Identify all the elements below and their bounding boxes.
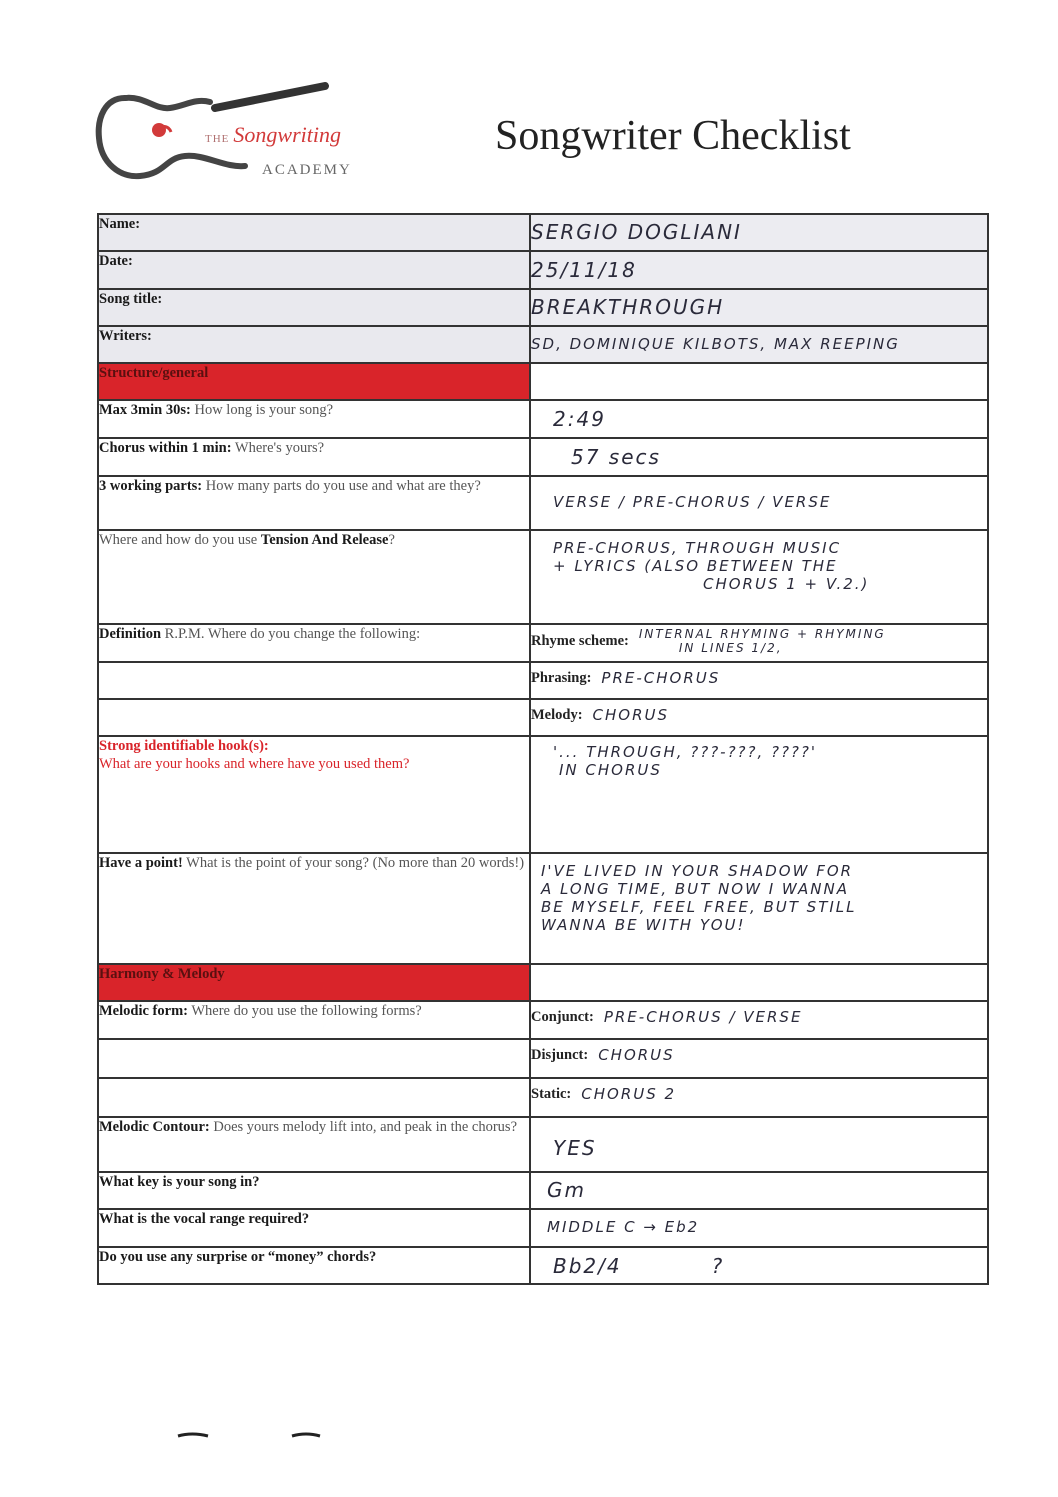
conjunct-answer[interactable]: PRE-CHORUS / VERSE bbox=[603, 1008, 803, 1026]
melodic-form-question: Where do you use the following forms? bbox=[191, 1003, 422, 1019]
row-writers bbox=[98, 326, 988, 363]
hook-answer-1[interactable]: '... THROUGH, ???-???, ????' bbox=[553, 743, 817, 761]
structure-section-label: Structure/general bbox=[99, 365, 209, 381]
hook-question: What are your hooks and where have you used them? bbox=[99, 756, 410, 772]
logo-the: THE bbox=[205, 133, 230, 145]
melody-label: Melody: bbox=[531, 706, 583, 723]
row-date bbox=[98, 251, 988, 289]
row-melodic-form bbox=[98, 1001, 988, 1039]
max-length-question: How long is your song? bbox=[194, 402, 334, 418]
conjunct-label: Conjunct: bbox=[531, 1008, 594, 1025]
max-length-answer[interactable]: 2:49 bbox=[553, 407, 606, 431]
point-answer-4[interactable]: WANNA BE WITH YOU! bbox=[541, 916, 746, 934]
writers-label: Writers: bbox=[99, 328, 152, 344]
melody-answer[interactable]: CHORUS bbox=[592, 706, 670, 724]
harmony-section-label: Harmony & Melody bbox=[99, 966, 225, 982]
name-value[interactable]: SERGIO DOGLIANI bbox=[531, 220, 742, 244]
point-answer-2[interactable]: A LONG TIME, BUT NOW I WANNA bbox=[541, 880, 849, 898]
tension-answer-1[interactable]: PRE-CHORUS, THROUGH MUSIC bbox=[553, 539, 842, 557]
hook-answer-2[interactable]: IN CHORUS bbox=[559, 761, 662, 779]
writers-value[interactable]: SD, DOMINIQUE KILBOTS, MAX REEPING bbox=[531, 335, 900, 353]
row-phrasing bbox=[98, 662, 988, 699]
key-answer[interactable]: Gm bbox=[547, 1178, 586, 1202]
row-song-title bbox=[98, 289, 988, 326]
row-hooks bbox=[98, 736, 988, 853]
rhyme-answer-1[interactable]: INTERNAL RHYMING + RHYMING bbox=[638, 627, 886, 641]
chorus-answer[interactable]: 57 secs bbox=[571, 445, 661, 469]
row-tension-release bbox=[98, 530, 988, 624]
disjunct-label: Disjunct: bbox=[531, 1046, 589, 1063]
logo-wordmark bbox=[205, 122, 341, 148]
parts-label: 3 working parts: bbox=[99, 478, 203, 494]
row-money-chords bbox=[98, 1247, 988, 1284]
row-max-length bbox=[98, 400, 988, 438]
logo-academy: ACADEMY bbox=[262, 162, 352, 178]
key-label: What key is your song in? bbox=[99, 1174, 260, 1190]
tension-answer-3[interactable]: CHORUS 1 + V.2.) bbox=[703, 575, 870, 593]
parts-question: How many parts do you use and what are they? bbox=[205, 478, 481, 494]
money-answer-extra[interactable]: ? bbox=[711, 1254, 725, 1278]
point-answer-3[interactable]: BE MYSELF, FEEL FREE, BUT STILL bbox=[541, 898, 857, 916]
static-answer[interactable]: CHORUS 2 bbox=[581, 1085, 677, 1103]
logo-songwriting: Songwriting bbox=[233, 122, 341, 147]
scan-marks-icon bbox=[120, 1430, 340, 1442]
money-label: Do you use any surprise or “money” chords? bbox=[99, 1249, 377, 1265]
melodic-form-label: Melodic form: bbox=[99, 1003, 188, 1019]
chorus-label: Chorus within 1 min: bbox=[99, 440, 232, 456]
rpm-question: R.P.M. Where do you change the following: bbox=[164, 626, 421, 642]
name-label: Name: bbox=[99, 216, 141, 232]
row-melodic-contour bbox=[98, 1117, 988, 1172]
point-label: Have a point! bbox=[99, 855, 183, 871]
contour-question: Does yours melody lift into, and peak in the chorus? bbox=[213, 1119, 518, 1135]
row-key bbox=[98, 1172, 988, 1209]
row-point bbox=[98, 853, 988, 964]
hook-label: Strong identifiable hook(s): bbox=[99, 738, 269, 754]
contour-answer[interactable]: YES bbox=[553, 1136, 597, 1160]
tension-label: Tension And Release bbox=[260, 532, 389, 548]
rhyme-scheme-label: Rhyme scheme: bbox=[531, 632, 629, 649]
rpm-label: Definition bbox=[99, 626, 162, 642]
range-answer[interactable]: MIDDLE C → Eb2 bbox=[547, 1218, 700, 1236]
song-title-label: Song title: bbox=[99, 291, 163, 307]
point-question: What is the point of your song? (No more than 20 words!) bbox=[186, 855, 525, 871]
point-answer-1[interactable]: I'VE LIVED IN YOUR SHADOW FOR bbox=[541, 862, 854, 880]
row-name bbox=[98, 214, 988, 251]
song-title-value[interactable]: BREAKTHROUGH bbox=[531, 295, 725, 319]
phrasing-label: Phrasing: bbox=[531, 669, 592, 686]
date-label: Date: bbox=[99, 253, 133, 269]
range-label: What is the vocal range required? bbox=[99, 1211, 310, 1227]
page-title: Songwriter Checklist bbox=[495, 113, 851, 159]
parts-answer[interactable]: VERSE / PRE-CHORUS / VERSE bbox=[553, 493, 832, 511]
section-harmony bbox=[98, 964, 988, 1001]
chorus-question: Where's yours? bbox=[234, 440, 325, 456]
checklist-table bbox=[97, 213, 989, 1285]
tension-question-pre: Where and how do you use bbox=[99, 532, 258, 548]
row-chorus-timing bbox=[98, 438, 988, 476]
contour-label: Melodic Contour: bbox=[99, 1119, 210, 1135]
phrasing-answer[interactable]: PRE-CHORUS bbox=[601, 669, 721, 687]
tension-answer-2[interactable]: + LYRICS (ALSO BETWEEN THE bbox=[553, 557, 838, 575]
tension-question-post: ? bbox=[388, 532, 395, 548]
row-vocal-range bbox=[98, 1209, 988, 1247]
row-disjunct bbox=[98, 1039, 988, 1078]
section-structure bbox=[98, 363, 988, 400]
max-length-label: Max 3min 30s: bbox=[99, 402, 191, 418]
money-answer[interactable]: Bb2/4 bbox=[553, 1254, 622, 1278]
date-value[interactable]: 25/11/18 bbox=[531, 258, 637, 282]
rhyme-answer-2[interactable]: IN LINES 1/2, bbox=[678, 641, 783, 655]
row-static bbox=[98, 1078, 988, 1117]
row-rpm-rhyme bbox=[98, 624, 988, 662]
row-working-parts bbox=[98, 476, 988, 530]
static-label: Static: bbox=[531, 1085, 572, 1102]
disjunct-answer[interactable]: CHORUS bbox=[598, 1046, 675, 1064]
row-melody bbox=[98, 699, 988, 736]
